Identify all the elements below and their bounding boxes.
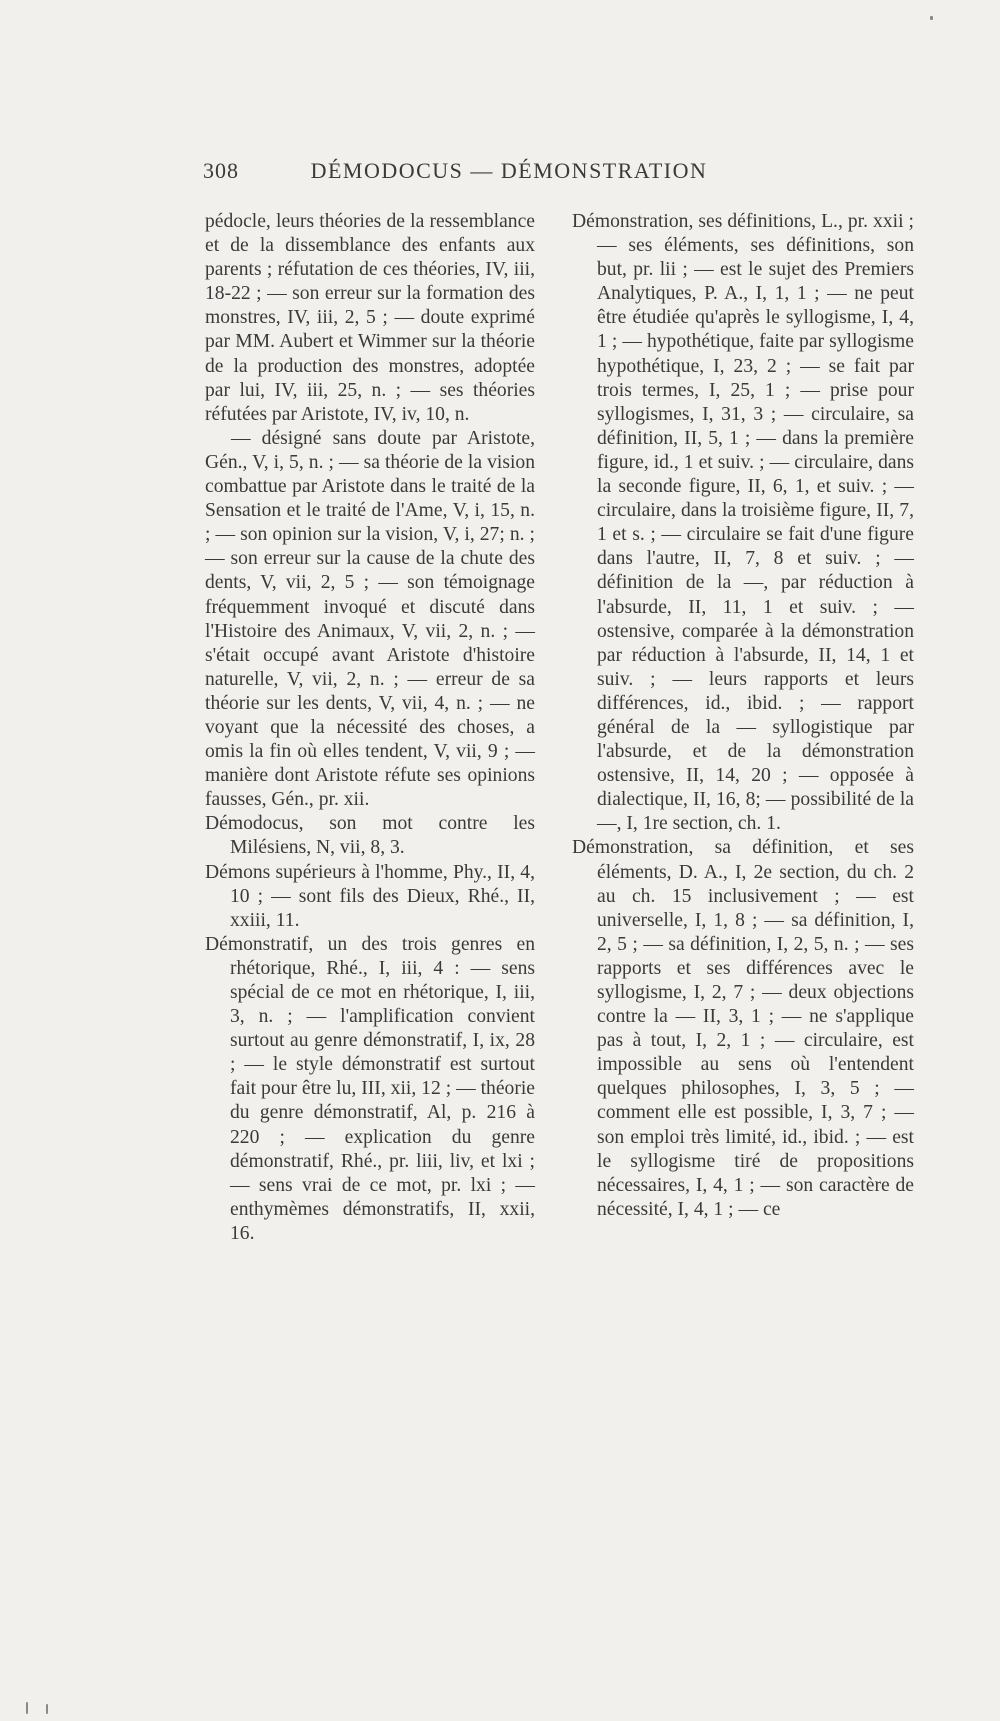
running-title: DÉMODOCUS — DÉMONSTRATION [310, 158, 708, 183]
index-entry: Démonstratif, un des trois genres en rhétorique, Rhé., I, iii, 4 : — sens spécial de ce mot en rhétorique, I, iii, 3, n. ; — l'amplification convient surtout au genre démonstratif, I, ix, 28 ; — le style démonstratif est surtout fait pour être lu, III, xii, 12 ; — théorie du genre démonstratif, Al, p. 216 à 220 ; — explication du genre démonstratif, Rhé., pr. liii, liv, et lxi ; — sens vrai de ce mot, pr. lxi ; — enthymèmes démonstratifs, II, xxii, 16. [205, 933, 535, 1244]
left-column [205, 210, 535, 1246]
paper-speck [26, 1702, 28, 1714]
paper-speck [46, 1704, 48, 1714]
page-header [203, 158, 755, 198]
index-entry: Démonstration, sa définition, et ses éléments, D. A., I, 2e section, du ch. 2 au ch. 15 inclusivement ; — est universelle, I, 1, 8 ; — sa définition, I, 2, 5 ; — sa définition, I, 2, 5, n. ; — ses rapports et ses différences avec le syllogisme, I, 2, 7 ; — deux objections contre la — II, 3, 1 ; — ne s'applique pas à tout, I, 2, 1 ; — circulaire, est impossible au sens où l'entendent quelques philosophes, I, 3, 5 ; — comment elle est possible, I, 3, 7 ; — son emploi très limité, id., ibid. ; — est le syllogisme tiré de propositions nécessaires, I, 4, 1 ; — son caractère de nécessité, I, 4, 1 ; — ce [572, 837, 914, 1220]
index-entry: — désigné sans doute par Aristote, Gén., V, i, 5, n. ; — sa théorie de la vision combattue par Aristote dans le traité de la Sensation et le traité de l'Ame, V, i, 15, n. ; — son opinion sur la vision, V, i, 27; n. ; — son erreur sur la cause de la chute des dents, V, vii, 2, 5 ; — son témoignage fréquemment invoqué et discuté dans l'Histoire des Animaux, V, vii, 2, n. ; — s'était occupé avant Aristote d'histoire naturelle, V, vii, 2, n. ; — erreur de sa théorie sur les dents, V, vii, 4, n. ; — ne voyant que la nécessité des choses, a omis la fin où elles tendent, V, vii, 9 ; — manière dont Aristote réfute ses opinions fausses, Gén., pr. xii. [205, 427, 535, 811]
index-entry: pédocle, leurs théories de la ressemblance et de la dissemblance des enfants aux parents ; réfutation de ces théories, IV, iii, 18-22 ; — son erreur sur la formation des monstres, IV, iii, 2, 5 ; — doute exprimé par MM. Aubert et Wimmer sur la théorie de la production des monstres, adoptée par lui, IV, iii, 25, n. ; — ses théories réfutées par Aristote, IV, iv, 10, n. [205, 211, 535, 425]
index-entry: Démons supérieurs à l'homme, Phy., II, 4, 10 ; — sont fils des Dieux, Rhé., II, xxiii, 11. [205, 861, 535, 931]
paper-speck [930, 16, 933, 20]
page-number: 308 [203, 158, 239, 183]
index-entry: Démonstration, ses définitions, L., pr. xxii ; — ses éléments, ses définitions, son but, pr. lii ; — est le sujet des Premiers Analytiques, P. A., I, 1, 1 ; — ne peut être étudiée qu'après le syllogisme, I, 4, 1 ; — hypothétique, faite par syllogisme hypothétique, I, 23, 2 ; — se fait par trois termes, I, 25, 1 ; — prise pour syllogismes, I, 31, 3 ; — circulaire, sa définition, II, 5, 1 ; — dans la première figure, id., 1 et suiv. ; — circulaire, dans la seconde figure, II, 6, 1, et suiv. ; — circulaire, dans la troisième figure, II, 7, 1 et s. ; — circulaire se fait d'une figure dans l'autre, II, 7, 8 et suiv. ; — définition de la —, par réduction à l'absurde, II, 11, 1 et suiv. ; — ostensive, comparée à la démonstration par réduction à l'absurde, II, 14, 1 et suiv. ; — leurs rapports et leurs différences, id., ibid. ; — rapport général de la — syllogistique par l'absurde, et de la démonstration ostensive, II, 14, 20 ; — opposée à dialectique, II, 16, 8; — possibilité de la —, I, 1re section, ch. 1. [572, 211, 914, 835]
index-entry: Démodocus, son mot contre les Milésiens, N, vii, 8, 3. [205, 813, 535, 859]
right-column [572, 210, 914, 1222]
